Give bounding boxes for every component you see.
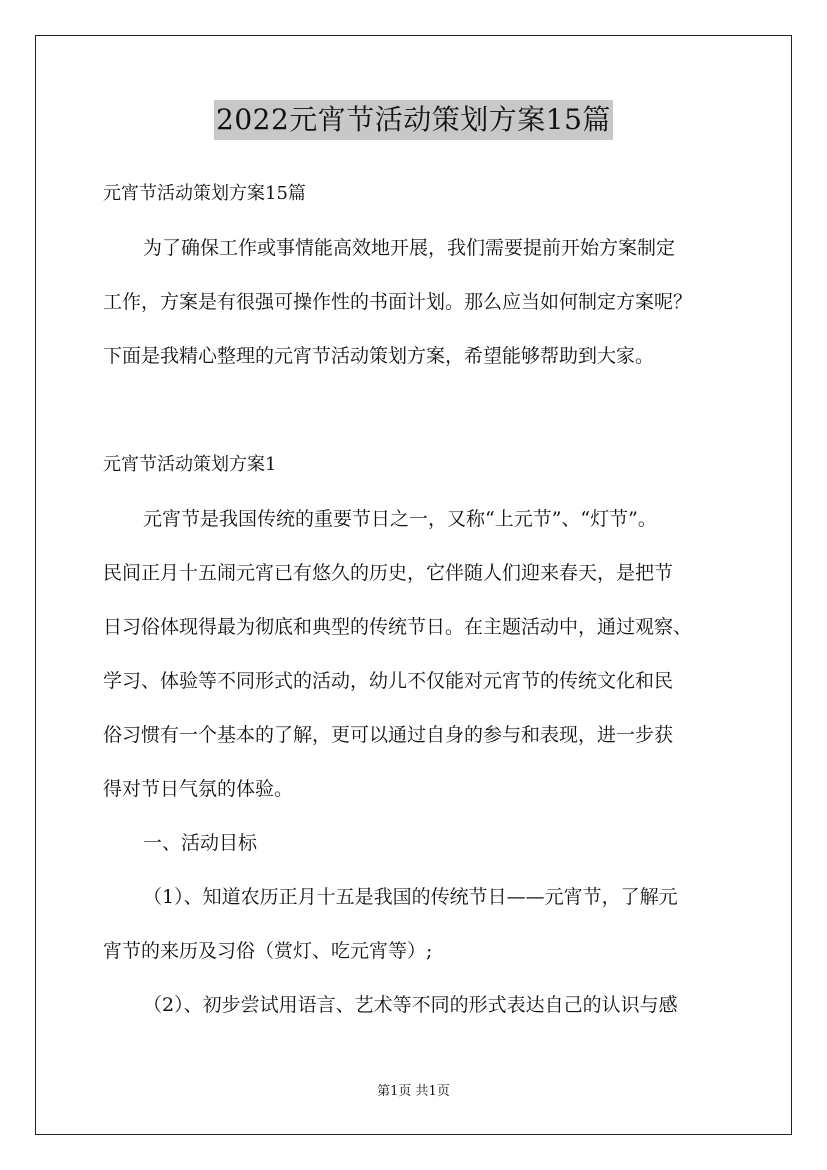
section-line-3: 日习俗体现得最为彻底和典型的传统节日。在主题活动中，通过观察、 (103, 616, 693, 638)
intro-line-2: 工作，方案是有很强可操作性的书面计划。那么应当如何制定方案呢？ (103, 291, 693, 313)
section-line-5: 俗习惯有一个基本的了解，更可以通过自身的参与和表现，进一步获 (103, 724, 674, 746)
section-line-4: 学习、体验等不同形式的活动，幼儿不仅能对元宵节的传统文化和民 (103, 670, 674, 692)
goal-line-2: 宵节的来历及习俗（赏灯、吃元宵等）; (103, 940, 433, 962)
page-footer: 第1页 共1页 (377, 1084, 450, 1099)
goal-line-3: （2）、初步尝试用语言、艺术等不同的形式表达自己的认识与感 (143, 994, 678, 1016)
intro-line-1: 为了确保工作或事情能高效地开展，我们需要提前开始方案制定 (143, 237, 676, 259)
section-line-1: 元宵节是我国传统的重要节日之一，又称“上元节”、“灯节”。 (143, 508, 657, 530)
goals-heading: 一、活动目标 (143, 832, 258, 854)
title-container (0, 100, 827, 140)
section-heading: 元宵节活动策划方案1 (103, 454, 277, 475)
section-line-6: 得对节日气氛的体验。 (103, 778, 294, 800)
document-title: 2022元宵节活动策划方案15篇 (214, 100, 613, 140)
goal-line-1: （1）、知道农历正月十五是我国的传统节日——元宵节，了解元 (143, 886, 678, 908)
intro-line-3: 下面是我精心整理的元宵节活动策划方案，希望能够帮助到大家。 (103, 345, 655, 367)
section-line-2: 民间正月十五闹元宵已有悠久的历史，它伴随人们迎来春天，是把节 (103, 562, 674, 584)
document-subtitle: 元宵节活动策划方案15篇 (103, 183, 306, 204)
